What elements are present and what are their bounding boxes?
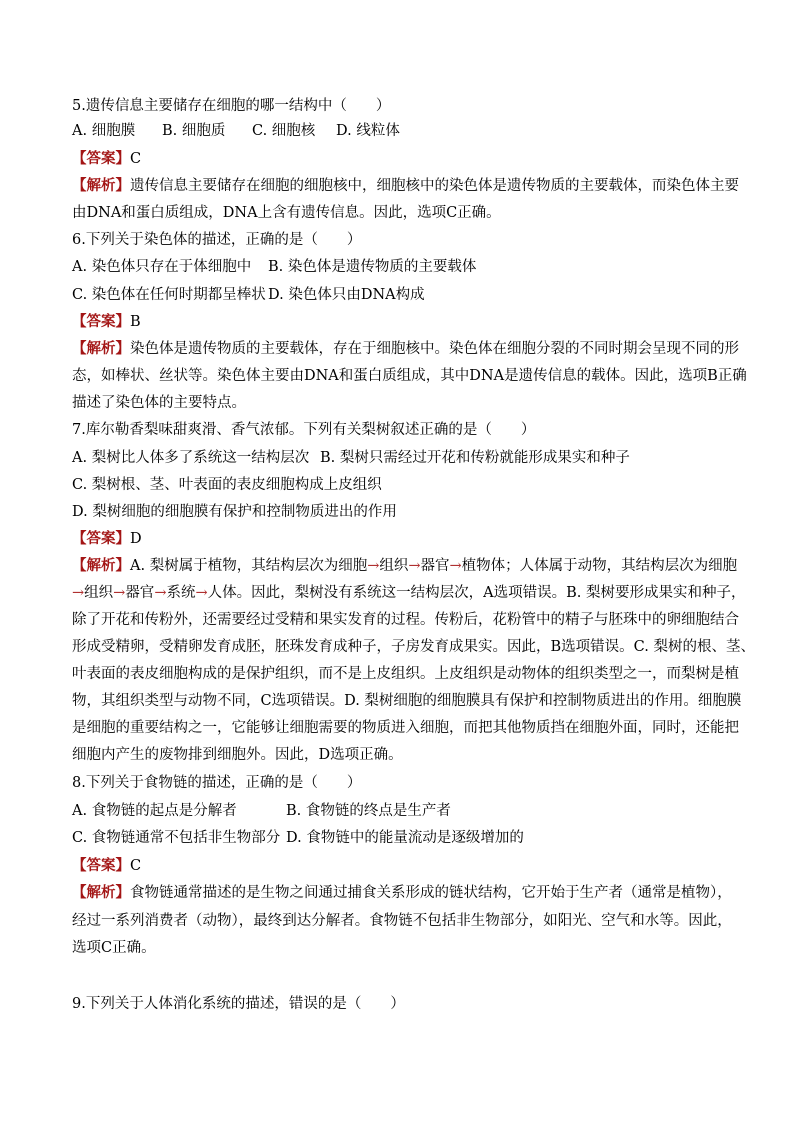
arrow-glyph: → [408, 558, 421, 574]
q7-analysis-line-4: 形成受精卵，受精卵发育成胚，胚珠发育成种子，子房发育成果实。因此，B选项错误。C. 梨树的根、茎、 [72, 639, 755, 655]
answer-label: 【答案】 [72, 530, 130, 547]
q6-analysis-line-3: 描述了染色体的主要特点。 [72, 395, 246, 411]
arrow-glyph: → [154, 585, 167, 601]
q7-analysis-line-1: 【解析】A. 梨树属于植物，其结构层次为细胞→组织→器官→植物体；人体属于动物，其结构层次为细胞 [72, 557, 738, 574]
q7-analysis-line-3: 除了开花和传粉外，还需要经过受精和果实发育的过程。传粉后，花粉管中的精子与胚珠中的卵细胞结合 [72, 612, 739, 628]
q7-answer-value: D [130, 531, 142, 547]
q8-analysis-line-3: 选项C正确。 [72, 940, 156, 956]
q6-option-c: C. 染色体在任何时期都呈棒状 [72, 287, 266, 303]
q7-analysis-line-7: 是细胞的重要结构之一，它能够让细胞需要的物质进入细胞，而把其他物质挡在细胞外面，同时，还能把 [72, 720, 739, 736]
q5-option-d: D. 线粒体 [336, 123, 400, 139]
q7-analysis-line-5: 叶表面的表皮细胞构成的是保护组织，而不是上皮组织。上皮组织是动物体的组织类型之一，而梨树是植 [72, 666, 739, 682]
q6-option-d: D. 染色体只由DNA构成 [268, 287, 425, 303]
q7-answer [72, 529, 142, 549]
q8-option-a: A. 食物链的起点是分解者 [72, 803, 237, 819]
q6-answer [72, 312, 141, 332]
q8-option-d: D. 食物链中的能量流动是逐级增加的 [286, 830, 524, 846]
q5-analysis-line-2: 由DNA和蛋白质组成，DNA上含有遗传信息。因此，选项C正确。 [72, 205, 501, 221]
q5-option-b: B. 细胞质 [162, 123, 226, 139]
q5-option-a: A. 细胞膜 [72, 123, 136, 139]
answer-label: 【答案】 [72, 857, 130, 874]
q5-answer-value: C [130, 151, 142, 167]
q6-option-b: B. 染色体是遗传物质的主要载体 [268, 259, 477, 275]
q7-option-c: C. 梨树根、茎、叶表面的表皮细胞构成上皮组织 [72, 477, 382, 493]
q6-options-row-1 [72, 257, 477, 277]
arrow-glyph: → [113, 585, 126, 601]
q8-option-b: B. 食物链的终点是生产者 [286, 803, 451, 819]
q7-stem: 7.库尔勒香梨味甜爽滑、香气浓郁。下列有关梨树叙述正确的是（ ） [72, 422, 536, 438]
arrow-glyph: → [367, 558, 380, 574]
q5-stem: 5.遗传信息主要储存在细胞的哪一结构中（ ） [72, 98, 391, 114]
q6-answer-value: B [130, 314, 141, 330]
arrow-glyph: → [449, 558, 462, 574]
q7-option-a: A. 梨树比人体多了系统这一结构层次 [72, 450, 310, 466]
q7-option-b: B. 梨树只需经过开花和传粉就能形成果实和种子 [320, 450, 630, 466]
q5-analysis-line-1: 【解析】遗传信息主要储存在细胞的细胞核中，细胞核中的染色体是遗传物质的主要载体，而染色体主要 [72, 177, 739, 194]
q6-analysis-line-2: 态，如棒状、丝状等。染色体主要由DNA和蛋白质组成，其中DNA是遗传信息的载体。因此，选项B正确 [72, 368, 747, 384]
q9-stem: 9.下列关于人体消化系统的描述，错误的是（ ） [72, 996, 405, 1012]
q6-option-a: A. 染色体只存在于体细胞中 [72, 259, 252, 275]
answer-label: 【答案】 [72, 313, 130, 330]
arrow-glyph: → [195, 585, 208, 601]
analysis-label: 【解析】 [72, 557, 130, 574]
analysis-label: 【解析】 [72, 884, 130, 901]
q5-option-c: C. 细胞核 [252, 123, 316, 139]
q8-analysis-line-2: 经过一系列消费者（动物），最终到达分解者。食物链不包括非生物部分，如阳光、空气和水等。因此， [72, 913, 732, 929]
q8-answer-value: C [130, 858, 142, 874]
q8-stem: 8.下列关于食物链的描述，正确的是（ ） [72, 775, 362, 791]
q7-options-row-1 [72, 448, 630, 468]
q8-options-row-1 [72, 801, 451, 821]
q8-answer [72, 856, 141, 876]
arrow-glyph: → [72, 585, 85, 601]
q7-option-d: D. 梨树细胞的细胞膜有保护和控制物质进出的作用 [72, 504, 397, 520]
q6-analysis-line-1: 【解析】染色体是遗传物质的主要载体，存在于细胞核中。染色体在细胞分裂的不同时期会呈现不同的形 [72, 340, 739, 357]
q6-stem: 6.下列关于染色体的描述，正确的是（ ） [72, 232, 362, 248]
q7-analysis-line-8: 细胞内产生的废物排到细胞外。因此，D选项正确。 [72, 747, 403, 763]
analysis-label: 【解析】 [72, 177, 130, 194]
q7-analysis-line-2: →组织→器官→系统→人体。因此，梨树没有系统这一结构层次，A选项错误。B. 梨树要形成果实和种子， [72, 585, 746, 601]
q8-options-row-2 [72, 828, 524, 848]
q8-option-c: C. 食物链通常不包括非生物部分 [72, 830, 281, 846]
q5-answer [72, 149, 141, 169]
answer-label: 【答案】 [72, 150, 130, 167]
q6-options-row-2 [72, 285, 425, 305]
q5-options [72, 121, 400, 141]
q8-analysis-line-1: 【解析】食物链通常描述的是生物之间通过捕食关系形成的链状结构，它开始于生产者（通常是植物）， [72, 884, 732, 901]
analysis-label: 【解析】 [72, 340, 130, 357]
q7-analysis-line-6: 物，其组织类型与动物不同，C选项错误。D. 梨树细胞的细胞膜具有保护和控制物质进出的作用。细胞膜 [72, 693, 742, 709]
